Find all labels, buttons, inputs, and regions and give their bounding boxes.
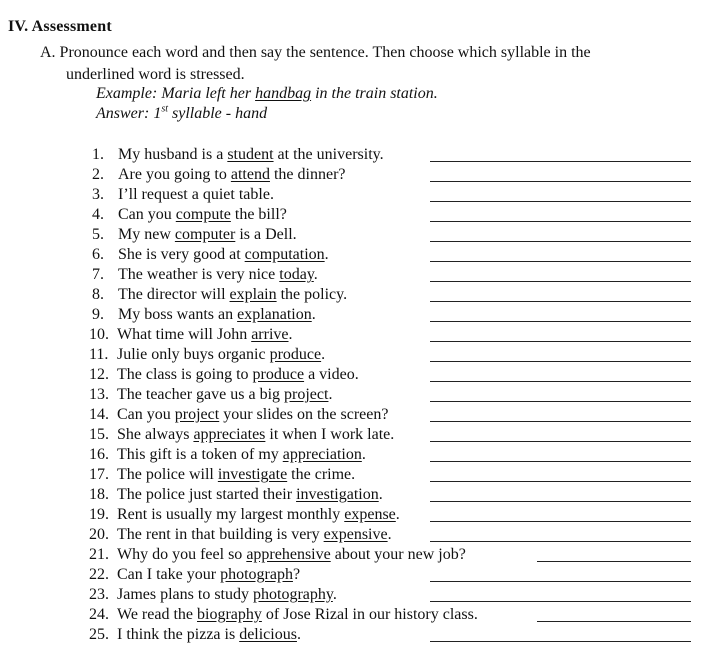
sentence-after: the policy.	[276, 286, 348, 303]
answer-line	[96, 104, 438, 124]
sentence-before: Can you	[117, 406, 175, 423]
question-sentence	[117, 525, 392, 545]
underlined-word: today	[279, 266, 314, 283]
sentence-before: The teacher gave us a big	[117, 386, 285, 403]
question-sentence	[118, 265, 318, 285]
answer-blank-line[interactable]	[430, 301, 691, 302]
answer-blank-line[interactable]	[537, 621, 691, 622]
question-number: 6.	[92, 246, 104, 263]
underlined-word: apprehensive	[246, 546, 331, 563]
sentence-after: .	[395, 506, 400, 523]
sentence-after: .	[378, 486, 383, 503]
answer-blank-line[interactable]	[430, 421, 691, 422]
question-sentence	[118, 145, 384, 165]
instruction-line-1: A. Pronounce each word and then say the sentence. Then choose which syllable in the	[40, 44, 591, 61]
sentence-before: Why do you feel so	[117, 546, 247, 563]
answer-blank-line[interactable]	[430, 541, 691, 542]
question-number: 24.	[89, 606, 109, 623]
answer-blank-line[interactable]	[430, 201, 691, 202]
sentence-before: Can I take your	[117, 566, 221, 583]
question-sentence	[117, 625, 301, 645]
question-sentence	[118, 245, 329, 265]
answer-blank-line[interactable]	[430, 161, 691, 162]
question-sentence	[117, 465, 355, 485]
question-item	[0, 385, 716, 405]
question-item	[0, 285, 716, 305]
sentence-before: This gift is a token of my	[117, 446, 283, 463]
question-number: 8.	[92, 286, 104, 303]
question-sentence	[118, 185, 274, 205]
question-sentence	[118, 165, 346, 185]
question-item	[0, 265, 716, 285]
underlined-word: project	[174, 406, 220, 423]
question-number: 25.	[89, 626, 109, 643]
question-sentence	[117, 365, 359, 385]
underlined-word: compute	[175, 206, 231, 223]
underlined-word: arrive	[251, 326, 289, 343]
sentence-after: it when I work late.	[265, 426, 395, 443]
question-item	[0, 405, 716, 425]
question-item	[0, 565, 716, 585]
question-item	[0, 325, 716, 345]
question-sentence	[118, 305, 316, 325]
answer-blank-line[interactable]	[430, 321, 691, 322]
answer-ordinal: 1	[153, 105, 162, 122]
sentence-before: The police will	[117, 466, 218, 483]
question-number: 1.	[92, 146, 104, 163]
sentence-after: your slides on the screen?	[219, 406, 389, 423]
question-item	[0, 225, 716, 245]
question-item	[0, 625, 716, 645]
sentence-before: I think the pizza is	[117, 626, 240, 643]
question-number: 21.	[89, 546, 109, 563]
question-sentence	[117, 405, 388, 425]
instruction-paragraph	[40, 42, 692, 86]
question-item	[0, 445, 716, 465]
underlined-word: expense	[344, 506, 396, 523]
sentence-after: .	[328, 386, 333, 403]
answer-blank-line[interactable]	[430, 601, 691, 602]
sentence-before: My boss wants an	[118, 306, 238, 323]
underlined-word: produce	[252, 366, 305, 383]
sentence-before: She always	[117, 426, 194, 443]
sentence-before: My new	[118, 226, 175, 243]
question-item	[0, 345, 716, 365]
answer-blank-line[interactable]	[430, 501, 691, 502]
question-number: 14.	[89, 406, 109, 423]
underlined-word: computation	[244, 246, 325, 263]
question-sentence	[117, 425, 394, 445]
question-sentence	[117, 605, 478, 625]
answer-blank-line[interactable]	[430, 521, 691, 522]
sentence-after: .	[387, 526, 392, 543]
answer-blank-line[interactable]	[430, 381, 691, 382]
question-number: 3.	[92, 186, 104, 203]
answer-blank-line[interactable]	[430, 221, 691, 222]
answer-blank-line[interactable]	[430, 461, 691, 462]
underlined-word: produce	[269, 346, 322, 363]
question-item	[0, 305, 716, 325]
answer-blank-line[interactable]	[430, 241, 691, 242]
question-item	[0, 525, 716, 545]
answer-blank-line[interactable]	[430, 181, 691, 182]
answer-rest: syllable - hand	[168, 105, 268, 122]
answer-blank-line[interactable]	[430, 441, 691, 442]
question-item	[0, 545, 716, 565]
answer-blank-line[interactable]	[537, 561, 691, 562]
question-sentence	[117, 345, 325, 365]
question-number: 11.	[89, 346, 109, 363]
underlined-word: photograph	[220, 566, 293, 583]
sentence-before: The director will	[118, 286, 230, 303]
question-number: 17.	[89, 466, 109, 483]
sentence-after: .	[361, 446, 366, 463]
sentence-after: the dinner?	[269, 166, 346, 183]
sentence-after: of Jose Rizal in our history class.	[261, 606, 478, 623]
sentence-after: .	[288, 326, 293, 343]
underlined-word: explanation	[237, 306, 312, 323]
example-after: in the train station.	[311, 85, 438, 102]
sentence-before: Can you	[118, 206, 176, 223]
question-number: 19.	[89, 506, 109, 523]
sentence-before: Are you going to	[118, 166, 231, 183]
question-item	[0, 165, 716, 185]
sentence-after: ?	[292, 566, 301, 583]
answer-blank-line[interactable]	[430, 581, 691, 582]
question-item	[0, 365, 716, 385]
section-heading: IV. Assessment	[8, 18, 112, 35]
sentence-before: The class is going to	[117, 366, 253, 383]
question-item	[0, 485, 716, 505]
question-number: 4.	[92, 206, 104, 223]
question-sentence	[118, 225, 297, 245]
question-item	[0, 185, 716, 205]
question-number: 7.	[92, 266, 104, 283]
underlined-word: photography	[253, 586, 333, 603]
sentence-before: James plans to study	[117, 586, 253, 603]
answer-blank-line[interactable]	[430, 401, 691, 402]
underlined-word: project	[284, 386, 329, 403]
question-sentence	[117, 485, 383, 505]
underlined-word: investigation	[296, 486, 379, 503]
sentence-after: .	[296, 626, 301, 643]
sentence-before: My husband is a	[118, 146, 228, 163]
question-sentence	[117, 585, 337, 605]
sentence-before: What time will John	[117, 326, 252, 343]
underlined-word: explain	[229, 286, 277, 303]
sentence-before: The police just started their	[117, 486, 297, 503]
example-block	[96, 84, 438, 124]
question-sentence	[117, 325, 293, 345]
question-number: 12.	[89, 366, 109, 383]
question-item	[0, 585, 716, 605]
question-item	[0, 505, 716, 525]
answer-blank-line[interactable]	[430, 481, 691, 482]
question-sentence	[117, 385, 332, 405]
answer-blank-line[interactable]	[430, 641, 691, 642]
answer-blank-line[interactable]	[430, 261, 691, 262]
sentence-after: .	[311, 306, 316, 323]
question-number: 23.	[89, 586, 109, 603]
question-number: 9.	[92, 306, 104, 323]
sentence-before: The rent in that building is very	[117, 526, 324, 543]
question-sentence	[117, 565, 300, 585]
question-item	[0, 205, 716, 225]
example-line	[96, 84, 438, 104]
question-number: 16.	[89, 446, 109, 463]
example-underlined-word: handbag	[255, 85, 312, 102]
underlined-word: appreciation	[282, 446, 362, 463]
question-item	[0, 245, 716, 265]
question-number: 22.	[89, 566, 109, 583]
underlined-word: appreciates	[193, 426, 266, 443]
sentence-after: .	[313, 266, 318, 283]
question-number: 2.	[92, 166, 104, 183]
example-before: Maria left her	[157, 85, 256, 102]
underlined-word: investigate	[217, 466, 288, 483]
sentence-after: the crime.	[287, 466, 356, 483]
question-number: 10.	[89, 326, 109, 343]
sentence-after: .	[321, 346, 326, 363]
question-item	[0, 605, 716, 625]
question-item	[0, 425, 716, 445]
sentence-after: the bill?	[230, 206, 287, 223]
example-label: Example:	[96, 85, 158, 102]
answer-label: Answer:	[96, 105, 154, 122]
question-list	[0, 145, 716, 645]
sentence-before: We read the	[117, 606, 197, 623]
underlined-word: biography	[197, 606, 262, 623]
underlined-word: delicious	[239, 626, 297, 643]
sentence-before: She is very good at	[118, 246, 245, 263]
instruction-line-2: underlined word is stressed.	[66, 66, 245, 83]
question-sentence	[118, 205, 287, 225]
underlined-word: student	[227, 146, 274, 163]
sentence-after: at the university.	[273, 146, 384, 163]
sentence-after: .	[332, 586, 337, 603]
sentence-before: Rent is usually my largest monthly	[117, 506, 345, 523]
answer-blank-line[interactable]	[430, 341, 691, 342]
answer-ordinal-suffix: st	[161, 103, 168, 115]
answer-blank-line[interactable]	[430, 281, 691, 282]
sentence-before: I’ll request a quiet table.	[118, 186, 274, 203]
question-number: 15.	[89, 426, 109, 443]
question-sentence	[117, 505, 400, 525]
sentence-after: .	[324, 246, 329, 263]
underlined-word: attend	[230, 166, 270, 183]
question-number: 13.	[89, 386, 109, 403]
underlined-word: computer	[174, 226, 236, 243]
sentence-before: Julie only buys organic	[117, 346, 270, 363]
sentence-before: The weather is very nice	[118, 266, 280, 283]
sentence-after: is a Dell.	[235, 226, 297, 243]
question-item	[0, 465, 716, 485]
question-number: 5.	[92, 226, 104, 243]
sentence-after: about your new job?	[330, 546, 466, 563]
question-sentence	[117, 445, 366, 465]
sentence-after: a video.	[304, 366, 359, 383]
question-number: 18.	[89, 486, 109, 503]
underlined-word: expensive	[323, 526, 388, 543]
answer-blank-line[interactable]	[430, 361, 691, 362]
question-sentence	[118, 285, 347, 305]
question-sentence	[117, 545, 466, 565]
question-item	[0, 145, 716, 165]
question-number: 20.	[89, 526, 109, 543]
